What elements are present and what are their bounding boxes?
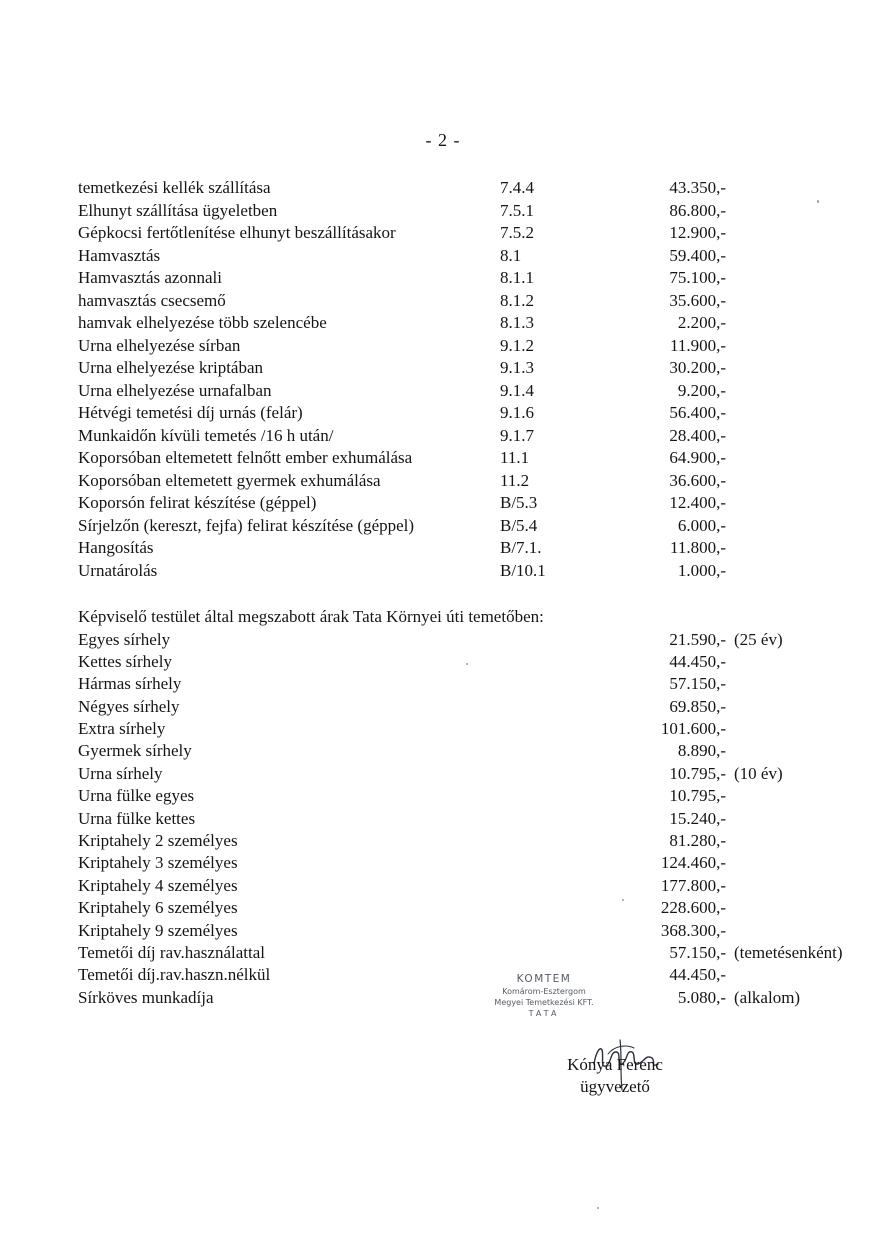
cemetery-item-label: Kriptahely 4 személyes — [78, 875, 238, 895]
service-price: 11.900,- — [669, 335, 726, 355]
service-label: Urna elhelyezése sírban — [78, 335, 241, 355]
service-label: Hangosítás — [78, 538, 154, 557]
cemetery-item-price: 81.280,- — [669, 831, 726, 851]
cemetery-item-price: 10.795,- — [669, 786, 726, 806]
service-label: Koporsón felirat készítése (géppel) — [78, 493, 317, 512]
company-stamp — [470, 972, 618, 1019]
service-code: B/5.3 — [500, 493, 538, 512]
cemetery-price-row — [78, 718, 726, 740]
service-code: 9.1.7 — [500, 425, 534, 445]
service-code: 11.2 — [500, 470, 530, 490]
cemetery-item-note: (25 év) — [734, 629, 783, 649]
service-label: Hamvasztás — [78, 245, 161, 265]
service-label: Urnatárolás — [78, 560, 158, 580]
service-code: B/5.4 — [500, 515, 538, 535]
service-price: 56.400,- — [669, 403, 726, 422]
service-price: 35.600,- — [669, 290, 726, 310]
cemetery-price-row — [78, 897, 726, 919]
cemetery-item-label: Kettes sírhely — [78, 651, 172, 671]
cemetery-item-price: 44.450,- — [669, 965, 726, 985]
cemetery-item-price: 8.890,- — [677, 741, 726, 761]
cemetery-price-section — [78, 606, 843, 1009]
cemetery-item-price: 21.590,- — [669, 629, 726, 649]
service-code: 8.1 — [500, 245, 522, 265]
service-label: Koporsóban eltemetett gyermek exhumálása — [78, 470, 381, 490]
service-price: 75.100,- — [669, 268, 726, 287]
signatory-title: ügyvezető — [580, 1077, 650, 1096]
service-price: 28.400,- — [669, 425, 726, 445]
cemetery-item-note: (10 év) — [734, 763, 783, 783]
page-number: - 2 - — [425, 130, 461, 150]
signatory — [540, 1054, 690, 1098]
cemetery-item-label: Extra sírhely — [78, 719, 166, 739]
cemetery-item-label: Négyes sírhely — [78, 696, 180, 716]
cemetery-item-price: 368.300,- — [660, 920, 726, 940]
cemetery-item-note: (temetésenként) — [734, 942, 843, 962]
service-code: 9.1.2 — [500, 335, 534, 355]
service-label: Sírjelzőn (kereszt, fejfa) felirat készítése (géppel) — [78, 515, 415, 535]
cemetery-item-label: Sírköves munkadíja — [78, 987, 214, 1007]
cemetery-price-row — [78, 830, 726, 852]
cemetery-item-label: Kriptahely 3 személyes — [78, 853, 238, 873]
signatory-name: Kónya Ferenc — [567, 1055, 663, 1074]
cemetery-item-price: 177.800,- — [660, 875, 726, 895]
service-code: 7.5.2 — [500, 223, 534, 242]
service-label: Hamvasztás azonnali — [78, 268, 222, 287]
service-label: Munkaidőn kívüli temetés /16 h után/ — [78, 425, 334, 445]
cemetery-item-label: Urna sírhely — [78, 763, 163, 783]
service-label: Elhunyt szállítása ügyeletben — [78, 200, 278, 220]
cemetery-price-row — [78, 942, 843, 964]
cemetery-price-row — [78, 629, 783, 651]
cemetery-item-price: 57.150,- — [669, 942, 726, 962]
stamp-city: TATA — [528, 1009, 560, 1018]
service-code: 8.1.1 — [500, 268, 534, 287]
service-price: 43.350,- — [669, 178, 726, 197]
stamp-company-type: Megyei Temetkezési KFT. — [494, 998, 594, 1007]
service-label: temetkezési kellék szállítása — [78, 178, 271, 197]
service-code: 9.1.4 — [500, 380, 534, 400]
cemetery-item-price: 57.150,- — [669, 674, 726, 694]
scan-speck — [817, 200, 819, 203]
cemetery-item-label: Urna fülke kettes — [78, 808, 196, 828]
service-code: 8.1.2 — [500, 290, 534, 310]
service-price: 12.900,- — [669, 223, 726, 242]
cemetery-price-row — [78, 740, 726, 762]
cemetery-item-label: Temetői díj rav.használattal — [78, 942, 265, 962]
scan-speck — [466, 663, 468, 665]
service-code: 9.1.6 — [500, 403, 534, 422]
service-code: 9.1.3 — [500, 358, 534, 377]
cemetery-item-label: Gyermek sírhely — [78, 741, 192, 761]
cemetery-item-label: Hármas sírhely — [78, 674, 182, 694]
cemetery-price-list — [78, 629, 843, 1010]
cemetery-price-row — [78, 852, 726, 874]
service-label: hamvasztás csecsemő — [78, 290, 226, 310]
cemetery-item-price: 10.795,- — [669, 763, 726, 783]
service-label: Urna elhelyezése urnafalban — [78, 380, 272, 400]
service-code: 8.1.3 — [500, 313, 534, 332]
cemetery-item-label: Egyes sírhely — [78, 629, 171, 649]
cemetery-item-price: 5.080,- — [677, 987, 726, 1007]
service-price: 2.200,- — [677, 313, 726, 332]
cemetery-price-row — [78, 651, 726, 673]
cemetery-item-label: Urna fülke egyes — [78, 786, 195, 806]
cemetery-item-price: 44.450,- — [669, 651, 726, 671]
service-code: 7.4.4 — [500, 178, 534, 197]
service-price: 12.400,- — [669, 493, 726, 512]
cemetery-item-price: 15.240,- — [669, 808, 726, 828]
service-price: 11.800,- — [669, 538, 726, 557]
service-price: 30.200,- — [669, 358, 726, 377]
service-price: 59.400,- — [669, 245, 726, 265]
cemetery-price-row — [78, 673, 726, 695]
cemetery-item-price: 101.600,- — [660, 719, 726, 739]
service-label: Gépkocsi fertőtlenítése elhunyt beszállításakor — [78, 223, 396, 242]
service-label: Koporsóban eltemetett felnőtt ember exhumálása — [78, 448, 413, 467]
service-code: B/7.1. — [500, 538, 542, 557]
service-label: Hétvégi temetési díj urnás (felár) — [78, 403, 303, 422]
service-code: 11.1 — [500, 448, 530, 467]
service-price: 64.900,- — [669, 448, 726, 467]
scan-speck — [597, 1207, 599, 1209]
cemetery-item-note: (alkalom) — [734, 987, 801, 1007]
service-code: B/10.1 — [500, 560, 546, 580]
cemetery-item-label: Temetői díj.rav.haszn.nélkül — [78, 965, 271, 985]
cemetery-price-row — [78, 920, 726, 942]
service-price: 36.600,- — [669, 470, 726, 490]
cemetery-section-title: Képviselő testület által megszabott árak Tata Környei úti temetőben: — [78, 607, 544, 626]
cemetery-item-label: Kriptahely 9 személyes — [78, 920, 238, 940]
cemetery-price-row — [78, 696, 726, 718]
service-code: 7.5.1 — [500, 200, 534, 220]
cemetery-item-price: 69.850,- — [669, 696, 726, 716]
scan-speck — [622, 899, 624, 901]
cemetery-price-row — [78, 785, 726, 807]
service-price: 86.800,- — [669, 200, 726, 220]
service-label: hamvak elhelyezése több szelencébe — [78, 313, 327, 332]
cemetery-item-price: 124.460,- — [660, 853, 726, 873]
service-price: 1.000,- — [677, 560, 726, 580]
stamp-county: Komárom-Esztergom — [502, 987, 586, 996]
service-label: Urna elhelyezése kriptában — [78, 358, 264, 377]
stamp-company-name: KOMTEM — [516, 973, 572, 985]
service-price: 9.200,- — [677, 380, 726, 400]
cemetery-item-label: Kriptahely 2 személyes — [78, 831, 238, 851]
cemetery-price-row — [78, 875, 726, 897]
service-price: 6.000,- — [677, 515, 726, 535]
cemetery-price-row — [78, 808, 726, 830]
cemetery-item-price: 228.600,- — [660, 898, 726, 918]
cemetery-price-row — [78, 763, 783, 785]
cemetery-item-label: Kriptahely 6 személyes — [78, 898, 238, 918]
